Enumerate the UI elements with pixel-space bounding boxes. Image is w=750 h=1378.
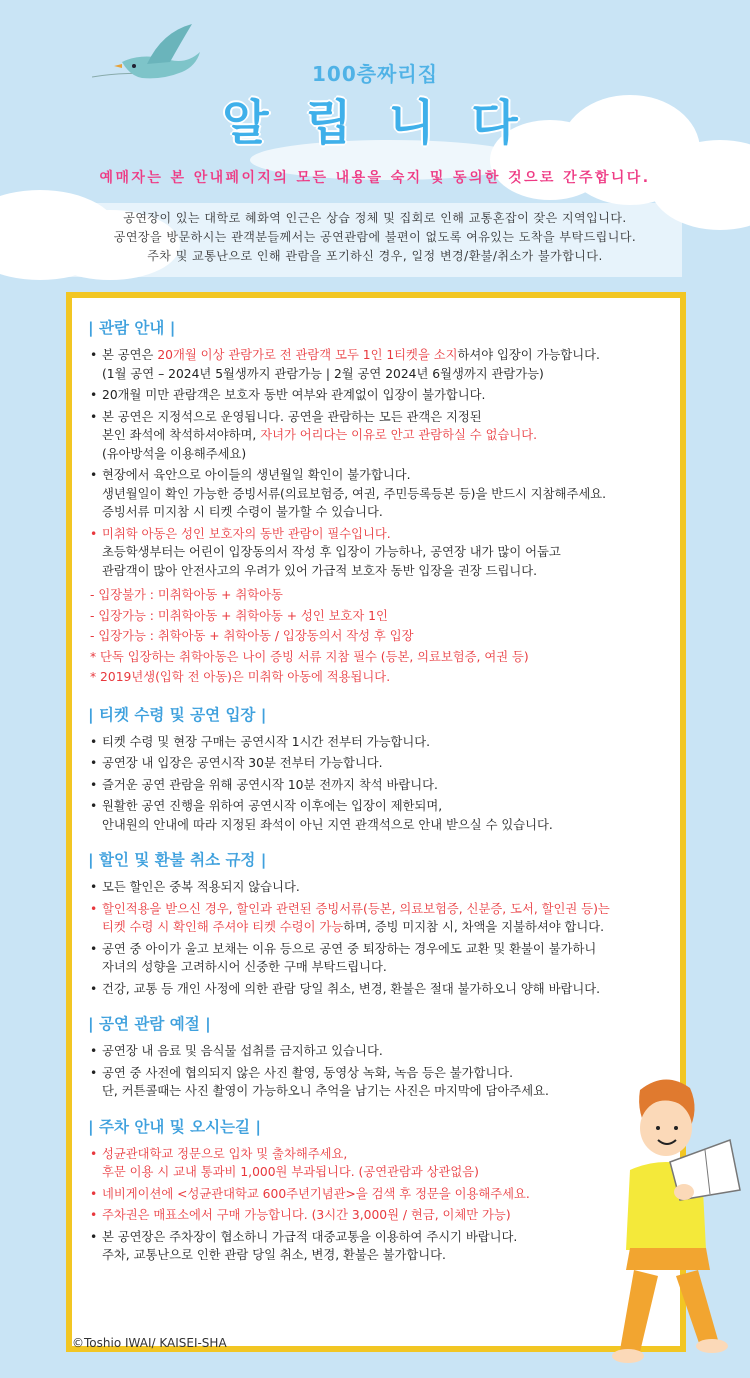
section-title: | 공연 관람 예절 | <box>88 1015 211 1033</box>
list-item: • 즐거운 공연 관람을 위해 공연시작 10분 전까지 착석 바랍니다. <box>90 777 438 792</box>
section-ticket <box>88 703 668 835</box>
page-title: 알 립 니 다 <box>222 95 528 151</box>
list-item: • 본 공연은 지정석으로 운영됩니다. 공연을 관람하는 모든 관객은 지정된 본인 좌석에 착석하셔야하며, 자녀가 어리다는 이유로 안고 관람하실 수 없습니다. (유아방석을 이용해주세요) <box>90 409 538 461</box>
list-item: • 현장에서 육안으로 아이들의 생년월일 확인이 불가합니다. 생년월일이 확인 가능한 증빙서류(의료보험증, 여권, 주민등록등본 등)을 반드시 지참해주세요. 증빙서류 미지참 시 티켓 수령이 불가할 수 있습니다. <box>90 468 606 519</box>
agreement-notice: 예매자는 본 안내페이지의 모든 내용을 숙지 및 동의한 것으로 간주합니다. <box>99 170 651 186</box>
list-item: • 네비게이션에 <성균관대학교 600주년기념관>을 검색 후 정문을 이용해주세요. <box>90 1186 530 1201</box>
intro-line: 공연장이 있는 대학로 혜화역 인근은 상습 정체 및 집회로 인해 교통혼잡이 잦은 지역입니다. <box>123 211 627 225</box>
entry-rule: * 단독 입장하는 취학아동은 나이 증빙 서류 지참 필수 (등본, 의료보험증, 여권 등) <box>90 649 529 664</box>
section-discount <box>88 848 668 998</box>
list-item: • 공연 중 사전에 협의되지 않은 사진 촬영, 동영상 녹화, 녹음 등은 불가합니다. 단, 커튼콜때는 사진 촬영이 가능하오니 추억을 남기는 사진은 마지막에 담아주세요. <box>90 1065 549 1098</box>
boy-reading-illustration <box>580 1070 750 1370</box>
list-item: • 본 공연장은 주차장이 협소하니 가급적 대중교통을 이용하여 주시기 바랍니다. 주차, 교통난으로 인한 관람 당일 취소, 변경, 환불은 불가합니다. <box>90 1229 518 1262</box>
list-item: • 건강, 교통 등 개인 사정에 의한 관람 당일 취소, 변경, 환불은 절대 불가하오니 양해 바랍니다. <box>90 981 600 996</box>
intro-line: 공연장을 방문하시는 관객분들께서는 공연관람에 불편이 없도록 여유있는 도착을 부탁드립니다. <box>113 230 637 244</box>
show-title: 100층짜리집 <box>311 62 439 86</box>
list-item: • 20개월 미만 관람객은 보호자 동반 여부와 관계없이 입장이 불가합니다. <box>90 388 486 402</box>
entry-rule: * 2019년생(입학 전 아동)은 미취학 아동에 적용됩니다. <box>90 670 391 684</box>
section-viewing <box>88 316 668 687</box>
section-title: | 티켓 수령 및 공연 입장 | <box>88 705 267 724</box>
intro-box <box>68 203 682 277</box>
list-item: • 할인적용을 받으신 경우, 할인과 관련된 증빙서류(등본, 의료보험증, 신분증, 도서, 할인권 등)는 티켓 수령 시 확인해 주셔야 티켓 수령이 가능하며, 증빙 미지참 시, 차액을 지불하셔야 합니다. <box>90 901 610 934</box>
list-item: • 미취학 아동은 성인 보호자의 동반 관람이 필수입니다. 초등학생부터는 어린이 입장동의서 작성 후 입장이 가능하나, 공연장 내가 많이 어둡고 관람객이 많아 안전사고의 우려가 있어 가급적 보호자 동반 입장을 권장 드립니다. <box>90 526 561 578</box>
entry-rule: - 입장가능 : 미취학아동 + 취학아동 + 성인 보호자 1인 <box>90 608 388 623</box>
section-title: | 관람 안내 | <box>88 319 176 337</box>
intro-line: 주차 및 교통난으로 인해 관람을 포기하신 경우, 일정 변경/환불/취소가 불가합니다. <box>147 249 603 263</box>
list-item: • 티켓 수령 및 현장 구매는 공연시작 1시간 전부터 가능합니다. <box>90 734 431 749</box>
list-item: • 주차권은 매표소에서 구매 가능합니다. (3시간 3,000원 / 현금, 이체만 가능) <box>90 1208 511 1222</box>
list-item: • 공연 중 아이가 울고 보채는 이유 등으로 공연 중 퇴장하는 경우에도 교환 및 환불이 불가하니 자녀의 성향을 고려하시어 신중한 구매 부탁드립니다. <box>90 941 597 974</box>
list-item: • 모든 할인은 중복 적용되지 않습니다. <box>90 880 300 894</box>
list-item: • 원활한 공연 진행을 위하여 공연시작 이후에는 입장이 제한되며, 안내원의 안내에 따라 지정된 좌석이 아닌 지연 관객석으로 안내 받으실 수 있습니다. <box>90 799 553 832</box>
header <box>0 0 750 300</box>
entry-rule: - 입장불가 : 미취학아동 + 취학아동 <box>90 588 283 602</box>
entry-rule: - 입장가능 : 취학아동 + 취학아동 / 입장동의서 작성 후 입장 <box>90 629 414 643</box>
section-title: | 할인 및 환불 취소 규정 | <box>88 851 267 869</box>
list-item: • 본 공연은 20개월 이상 관람가로 전 관람객 모두 1인 1티켓을 소지하셔야 입장이 가능합니다. (1월 공연 – 2024년 5월생까지 관람가능 | 2월 공연 2024년 6월생까지 관람가능) <box>90 348 600 381</box>
section-title: | 주차 안내 및 오시는길 | <box>88 1117 262 1136</box>
list-item: • 공연장 내 입장은 공연시작 30분 전부터 가능합니다. <box>90 756 383 770</box>
copyright: ©Toshio IWAI/ KAISEI-SHA <box>72 1336 227 1350</box>
list-item: • 공연장 내 음료 및 음식물 섭취를 금지하고 있습니다. <box>90 1044 383 1058</box>
list-item: • 성균관대학교 정문으로 입차 및 출차해주세요, 후문 이용 시 교내 통과비 1,000원 부과됩니다. (공연관람과 상관없음) <box>90 1146 479 1179</box>
